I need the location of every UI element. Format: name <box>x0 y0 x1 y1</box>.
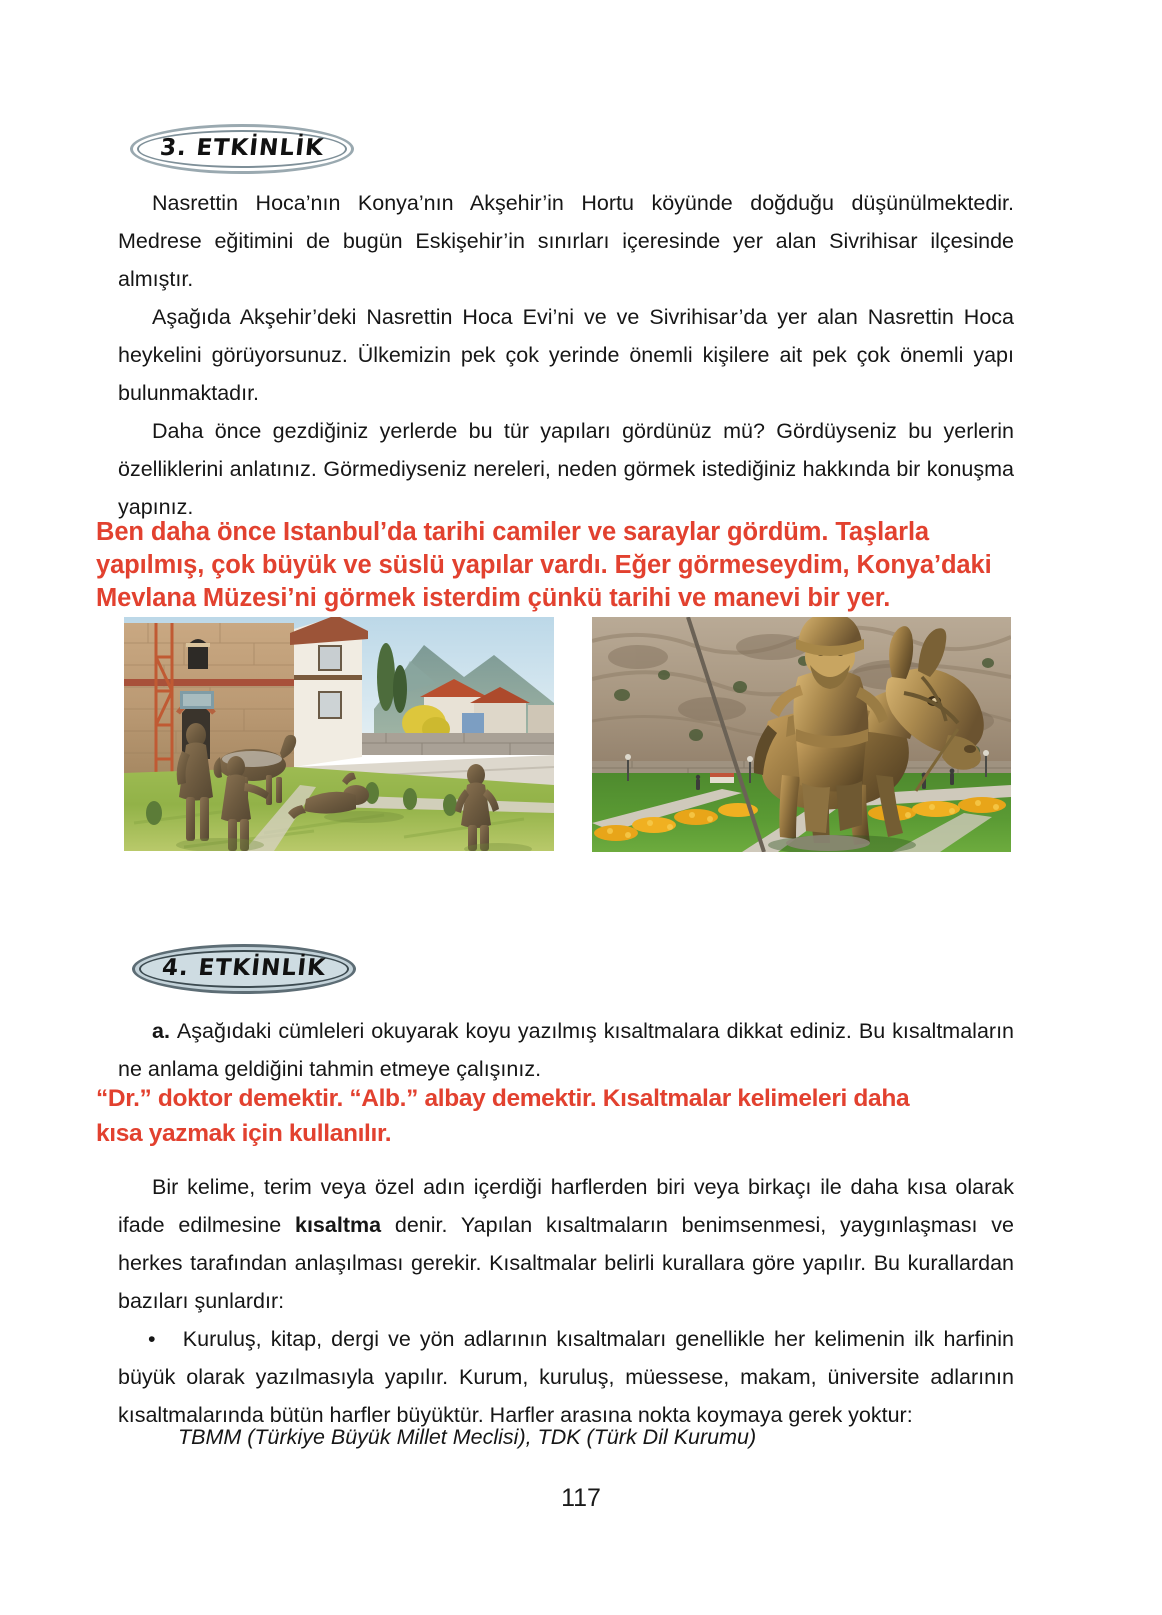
activity3-paragraph-3 <box>118 412 1014 526</box>
activity-badge-4 <box>132 944 356 994</box>
activity4-instruction-marker: a. <box>152 1019 170 1043</box>
page-number: 117 <box>561 1484 601 1512</box>
answer-line: yapılmış, çok büyük ve süslü yapılar vardı. Eğer görmeseydim, Konya’daki <box>96 551 992 579</box>
activity4-student-answer <box>96 1081 1162 1151</box>
activity3-paragraph-1-text: Nasrettin Hoca’nın Konya’nın Akşehir’in Hortu köyünde doğduğu düşünülmektedir. Medrese eğitimini de bugün Eskişehir’in sınırları içeresinde yer alan Sivrihisar ilçesinde almıştır. <box>118 191 1014 291</box>
activity-badge-4-label: 4. ETKİNLİK <box>160 955 328 981</box>
definition-bold-term: kısaltma <box>295 1213 382 1237</box>
activity4-instruction-text: Aşağıdaki cümleleri okuyarak koyu yazılmış kısaltmalara dikkat ediniz. Bu kısaltmaların ne anlama geldiğini tahmin etmeye çalışınız. <box>118 1019 1014 1081</box>
photo-akseyir-hoca-house <box>124 617 554 851</box>
activity4-instruction <box>118 1012 1014 1088</box>
answer-line: Ben daha önce Istanbul’da tarihi camiler ve saraylar gördüm. Taşlarla <box>96 518 930 546</box>
abbreviation-definition-paragraph <box>118 1168 1014 1320</box>
photo-sivrihisar-hoca-statue <box>592 617 1011 852</box>
definition-text-part1: Bir kelime, terim veya özel adın içerdiği harflerden biri veya birkaçı ile daha kısa olarak ifade edilmesine <box>118 1175 1014 1237</box>
activity3-paragraph-2 <box>118 298 1014 412</box>
abbreviation-examples: TBMM (Türkiye Büyük Millet Meclisi), TDK (Türk Dil Kurumu) <box>178 1425 757 1449</box>
abbreviation-rule-bullet <box>118 1320 1014 1434</box>
bullet-text: Kuruluş, kitap, dergi ve yön adlarının kısaltmaları genellikle her kelimenin ilk harfinin büyük olarak yazılmasıyla yapılır. Kurum, kuruluş, müessese, makam, üniversite adlarının kısaltmalarında bütün harfler büyüktür. Harfler arasına nokta koymaya gerek yoktur: <box>118 1327 1014 1427</box>
activity3-student-answer <box>96 516 1162 615</box>
activity-badge-3 <box>130 124 354 174</box>
photo-sivrihisar-hoca-statue-illustration <box>592 617 1011 852</box>
definition-text-part2: denir. Yapılan kısaltmaların benimsenmesi, yaygınlaşması ve herkes tarafından anlaşılması gerekir. Kısaltmalar belirli kurallara göre yapılır. Bu kurallardan bazıları şunlardır: <box>118 1213 1014 1313</box>
answer-line: Mevlana Müzesi’ni görmek isterdim çünkü tarihi ve manevi bir yer. <box>96 584 891 612</box>
activity-badge-3-label: 3. ETKİNLİK <box>158 135 326 161</box>
answer-line: “Dr.” doktor demektir. “Alb.” albay demektir. Kısaltmalar kelimeleri daha <box>96 1085 910 1112</box>
activity3-paragraph-3-text: Daha önce gezdiğiniz yerlerde bu tür yapıları gördünüz mü? Gördüyseniz bu yerlerin özelliklerini anlatınız. Görmediyseniz nereleri, neden görmek istediğiniz hakkında bir konuşma yapınız. <box>118 419 1014 519</box>
answer-line: kısa yazmak için kullanılır. <box>96 1120 392 1147</box>
activity3-paragraph-1 <box>118 184 1014 298</box>
activity3-paragraph-2-text: Aşağıda Akşehir’deki Nasrettin Hoca Evi’ni ve ve Sivrihisar’da yer alan Nasrettin Hoca heykelini görüyorsunuz. Ülkemizin pek çok yerinde önemli kişilere ait pek çok önemli yapı bulunmaktadır. <box>118 305 1014 405</box>
bullet-marker-icon: • <box>148 1327 156 1351</box>
photo-akseyir-hoca-house-illustration <box>124 617 554 851</box>
